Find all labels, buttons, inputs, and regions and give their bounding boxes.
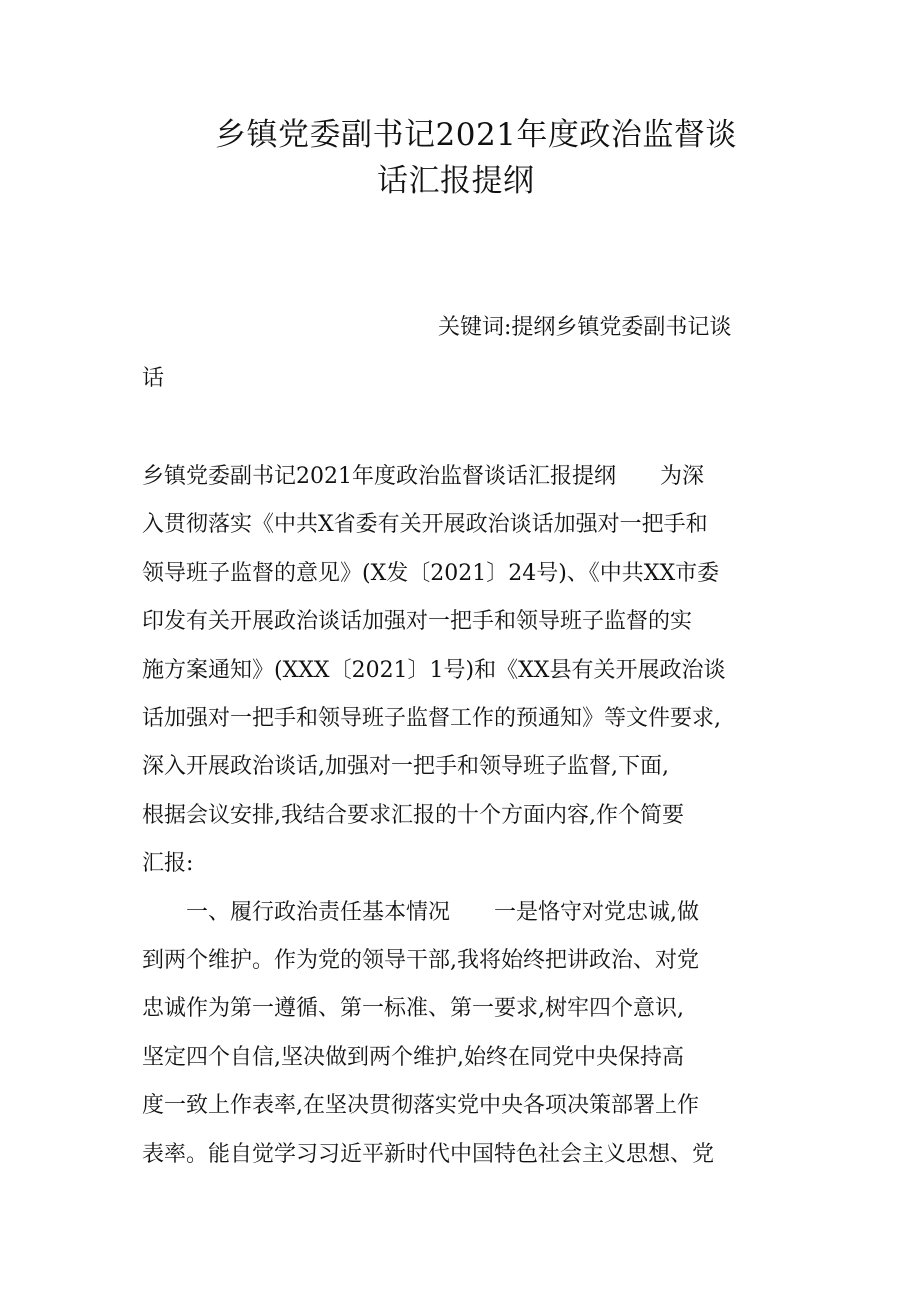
body-line: 忠诚作为第一遵循、第一标准、第一要求,树牢四个意识,: [142, 996, 684, 1022]
document-title: [215, 112, 805, 204]
body-line: 根据会议安排,我结合要求汇报的十个方面内容,作个简要: [142, 802, 684, 828]
body-line: 度一致上作表率,在坚决贯彻落实党中央各项决策部署上作: [142, 1093, 699, 1119]
body-line: 领导班子监督的意见》(X发〔2021〕24号)、《中共XX市委: [142, 560, 720, 586]
keywords-line-wrap: 话: [142, 366, 165, 391]
body-text: [142, 453, 802, 1179]
body-line: 印发有关开展政治谈话加强对一把手和领导班子监督的实: [142, 609, 693, 635]
body-line: 汇报:: [142, 851, 194, 877]
body-line: 到两个维护。作为党的领导干部,我将始终把讲政治、对党: [142, 948, 699, 974]
body-line: 深入开展政治谈话,加强对一把手和领导班子监督,下面,: [142, 754, 669, 780]
body-line: 表率。能自觉学习习近平新时代中国特色社会主义思想、党: [142, 1141, 715, 1167]
title-line-2: 话汇报提纲: [377, 163, 535, 199]
title-line-1: 乡镇党委副书记2021年度政治监督谈: [215, 117, 737, 153]
body-line: 话加强对一把手和领导班子监督工作的预通知》等文件要求,: [142, 706, 721, 732]
body-line: 施方案通知》(XXX〔2021〕1号)和《XX县有关开展政治谈: [142, 657, 726, 683]
section-heading-line: 一、履行政治责任基本情况 一是恪守对党忠诚,做: [186, 899, 699, 925]
keywords-line: 关键词:提纲乡镇党委副书记谈: [438, 315, 732, 340]
body-line: 入贯彻落实《中共X省委有关开展政治谈话加强对一把手和: [142, 512, 708, 538]
body-line: 乡镇党委副书记2021年度政治监督谈话汇报提纲 为深: [142, 464, 704, 489]
body-line: 坚定四个自信,坚决做到两个维护,始终在同党中央保持高: [142, 1044, 684, 1070]
